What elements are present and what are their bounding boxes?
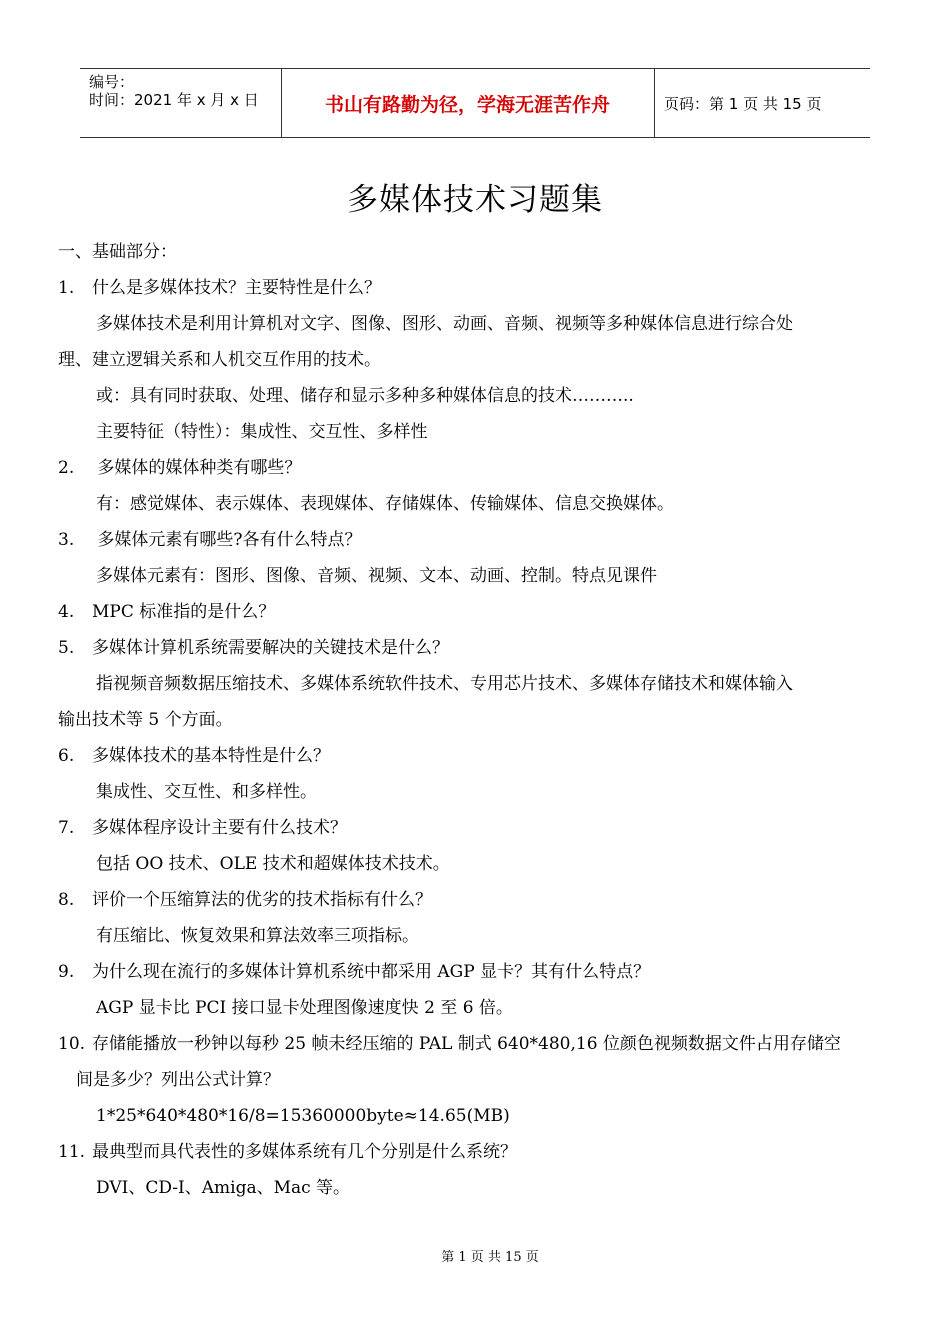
question-10 — [58, 1026, 894, 1062]
question-3 — [58, 522, 894, 558]
question-4 — [58, 594, 894, 630]
question-text: 为什么现在流行的多媒体计算机系统中都采用 AGP 显卡？其有什么特点？ — [92, 962, 651, 982]
question-text: 多媒体程序设计主要有什么技术？ — [92, 818, 347, 838]
question-8 — [58, 882, 894, 918]
section-heading: 一、基础部分： — [58, 242, 177, 262]
answer-line: 1*25*640*480*16/8=15360000byte≈14.65(MB) — [96, 1106, 510, 1126]
question-2 — [58, 450, 894, 486]
document-body — [58, 234, 894, 1206]
page-footer: 第 1 页 共 15 页 — [441, 1250, 539, 1265]
question-number: 9. — [58, 962, 75, 982]
question-6 — [58, 738, 894, 774]
answer-line: 有：感觉媒体、表示媒体、表现媒体、存储媒体、传输媒体、信息交换媒体。 — [96, 494, 674, 514]
question-number: 6. — [58, 746, 75, 766]
question-text: 多媒体技术的基本特性是什么？ — [92, 746, 330, 766]
question-number: 7. — [58, 818, 75, 838]
question-text: 最典型而具代表性的多媒体系统有几个分别是什么系统？ — [92, 1142, 517, 1162]
question-text: 多媒体计算机系统需要解决的关键技术是什么？ — [92, 638, 449, 658]
header-table — [80, 68, 870, 138]
question-text: 多媒体的媒体种类有哪些？ — [92, 458, 302, 478]
question-text-continued: 间是多少？列出公式计算？ — [76, 1070, 280, 1090]
question-5 — [58, 630, 894, 666]
question-text: 存储能播放一秒钟以每秒 25 帧未经压缩的 PAL 制式 640*480,16 位颜色视频数据文件占用存储空 — [92, 1034, 841, 1054]
question-number: 10. — [58, 1034, 86, 1054]
question-9 — [58, 954, 894, 990]
question-11 — [58, 1134, 894, 1170]
answer-line: 理、建立逻辑关系和人机交互作用的技术。 — [58, 350, 381, 370]
question-number: 3. — [58, 530, 75, 550]
question-number: 8. — [58, 890, 75, 910]
answer-line: 输出技术等 5 个方面。 — [58, 710, 233, 730]
question-number: 5. — [58, 638, 75, 658]
answer-line: 指视频音频数据压缩技术、多媒体系统软件技术、专用芯片技术、多媒体存储技术和媒体输入 — [96, 674, 793, 694]
header-meta-cell — [80, 69, 282, 137]
answer-line: AGP 显卡比 PCI 接口显卡处理图像速度快 2 至 6 倍。 — [96, 998, 513, 1018]
question-7 — [58, 810, 894, 846]
question-text: 评价一个压缩算法的优劣的技术指标有什么？ — [92, 890, 432, 910]
question-text: 什么是多媒体技术？主要特性是什么？ — [92, 278, 381, 298]
question-number: 2. — [58, 458, 75, 478]
question-1 — [58, 270, 894, 306]
answer-line: 包括 OO 技术、OLE 技术和超媒体技术技术。 — [96, 854, 450, 874]
number-label: 编号： — [89, 73, 135, 91]
question-text: MPC 标准指的是什么？ — [92, 602, 276, 622]
answer-line: DVI、CD-I、Amiga、Mac 等。 — [96, 1178, 351, 1198]
answer-line: 多媒体元素有：图形、图像、音频、视频、文本、动画、控制。特点见课件 — [96, 566, 657, 586]
question-number: 4. — [58, 602, 75, 622]
answer-line: 有压缩比、恢复效果和算法效率三项指标。 — [96, 926, 419, 946]
answer-line: 或：具有同时获取、处理、储存和显示多种多种媒体信息的技术……….. — [96, 386, 634, 406]
page-info: 页码：第 1 页 共 15 页 — [664, 94, 822, 113]
answer-line: 多媒体技术是利用计算机对文字、图像、图形、动画、音频、视频等多种媒体信息进行综合处 — [96, 314, 793, 334]
answer-line: 集成性、交互性、和多样性。 — [96, 782, 317, 802]
answer-line: 主要特征（特性）：集成性、交互性、多样性 — [96, 422, 428, 442]
question-number: 1. — [58, 278, 75, 298]
motto: 书山有路勤为径，学海无涯苦作舟 — [281, 69, 655, 137]
question-number: 11. — [58, 1142, 86, 1162]
document-title: 多媒体技术习题集 — [347, 182, 603, 218]
time-label: 时间：2021 年 x 月 x 日 — [89, 91, 259, 109]
question-text: 多媒体元素有哪些?各有什么特点？ — [92, 530, 362, 550]
